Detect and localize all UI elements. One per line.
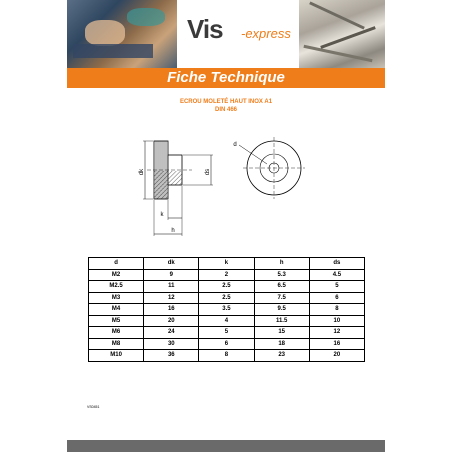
cell: 30 [144,338,199,350]
table-row [89,304,365,316]
cell: M5 [89,315,144,327]
cell: 4.5 [309,269,364,281]
cell: 2 [199,269,254,281]
cell: 18 [254,338,309,350]
technical-drawing [67,0,385,250]
cell: 24 [144,327,199,339]
header-dk: dk [144,258,199,270]
cell: M6 [89,327,144,339]
table-row [89,315,365,327]
header-h: h [254,258,309,270]
side-view [143,141,213,236]
cell: 20 [144,315,199,327]
cell: 23 [254,350,309,362]
d-label: d [233,142,237,148]
cell: 9.5 [254,304,309,316]
cell: 16 [309,338,364,350]
logo-main-text: Vis [187,14,223,44]
cell: 5 [199,327,254,339]
header-k: k [199,258,254,270]
h-label: h [171,228,175,234]
product-name: ECROU MOLETÉ HAUT INOX A1 [179,99,273,105]
cell: 20 [309,350,364,362]
product-standard: DIN 466 [214,107,237,113]
cell: 8 [199,350,254,362]
cell: 12 [309,327,364,339]
cell: 11.5 [254,315,309,327]
cell: 12 [144,292,199,304]
cell: M8 [89,338,144,350]
cell: M4 [89,304,144,316]
header-ds: ds [309,258,364,270]
dimensions-table [88,257,365,362]
datasheet-page [67,0,385,452]
table-row [89,269,365,281]
cell: M2 [89,269,144,281]
cell: 5 [309,281,364,293]
cell: 6 [309,292,364,304]
table-row [89,327,365,339]
table-row [89,350,365,362]
cell: M2.5 [89,281,144,293]
cell: 36 [144,350,199,362]
cell: 11 [144,281,199,293]
table-row [89,281,365,293]
logo-suffix-text: -express [241,26,291,41]
product-reference: VS0451 [87,405,100,409]
table-header-row [89,258,365,270]
cell: 10 [309,315,364,327]
footer-bar [67,440,385,452]
cell: 4 [199,315,254,327]
cell: M10 [89,350,144,362]
cell: 9 [144,269,199,281]
cell: M3 [89,292,144,304]
cell: 16 [144,304,199,316]
front-view [239,137,305,199]
banner-title: Fiche Technique [167,69,285,86]
ds-label: ds [205,168,211,176]
header-d: d [89,258,144,270]
table-row [89,338,365,350]
cell: 5.3 [254,269,309,281]
cell: 6 [199,338,254,350]
cell: 15 [254,327,309,339]
cell: 2.5 [199,281,254,293]
cell: 8 [309,304,364,316]
cell: 6.5 [254,281,309,293]
cell: 2.5 [199,292,254,304]
cell: 3.5 [199,304,254,316]
table-row [89,292,365,304]
dk-label: dk [139,168,145,176]
cell: 7.5 [254,292,309,304]
k-label: k [160,212,164,218]
